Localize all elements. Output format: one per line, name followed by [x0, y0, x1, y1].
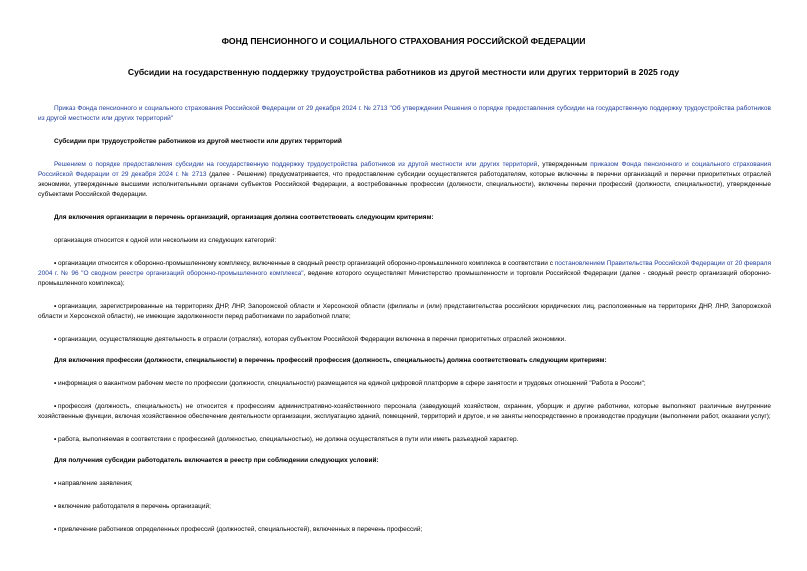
bullet-icon: • [54, 480, 57, 487]
bullet-icon: • [54, 380, 57, 387]
intro-text-1: , утвержденным [537, 161, 591, 168]
profession-criteria-item: • работа, выполняемая в соответствии с профессией (должностью, специальностью), не должна осуществляться в пути или иметь разъездной характер. [54, 436, 519, 443]
bullet-icon: • [54, 336, 57, 343]
bullet-icon: • [54, 436, 57, 443]
order-link[interactable]: Приказ Фонда пенсионного и социального страхования Российской Федерации от 29 декабря 2024 г. № 2713 "Об утверждении Решения о порядке предоставления субсидии на государственную поддержку трудоустройства работников из другой местности или других территорий" [38, 105, 771, 122]
section-heading: Субсидии при трудоустройстве работников из другой местности или других территорий [54, 138, 342, 145]
bullet-icon: • [54, 260, 57, 267]
organization-name: ФОНД ПЕНСИОННОГО И СОЦИАЛЬНОГО СТРАХОВАНИЯ РОССИЙСКОЙ ФЕДЕРАЦИИ [221, 36, 586, 46]
registry-condition-item: • включение работодателя в перечень организаций; [54, 503, 211, 510]
bullet-icon: • [54, 526, 57, 533]
bullet-icon: • [54, 403, 57, 410]
org-criteria-lead: организация относится к одной или нескольким из следующих категорий: [54, 237, 277, 244]
intro-paragraph [38, 160, 771, 200]
profession-criteria-heading: Для включения профессии (должности, специальности) в перечень профессий профессия (должность, специальность) должна соответствовать следующим критериям: [54, 357, 607, 364]
profession-criteria-item: • профессия (должность, специальность) не относится к профессиям административно-хозяйственного персонала (заведующий хозяйством, охранник, уборщик и другие работники, которые выполняют различные внутренние хозяйственные функции, включая хозяйственное обеспечение деятельности организации, эксплуатацию зданий, помещений, территорий и другое, и не заняты непосредственно в производстве продукции (выполнении работ, оказании услуг); [38, 403, 771, 420]
decree-link[interactable]: постановлением Правительства Российской Федерации от 20 февраля 2004 г. № 96 "О сводном реестре организаций оборонно-промышленного комплекса" [38, 260, 771, 277]
decision-link[interactable]: Решением о порядке предоставления субсидии на государственную поддержку трудоустройства работников из другой местности или других территорий [54, 161, 538, 168]
document-body [38, 104, 771, 535]
order-paragraph [38, 104, 771, 124]
registry-condition-item: • привлечение работников определенных профессий (должностей, специальностей), включенных в перечень профессий; [54, 526, 423, 533]
bullet-icon: • [54, 303, 57, 310]
document-title: Субсидии на государственную поддержку трудоустройства работников из другой местности или других территорий в 2025 году [127, 67, 680, 77]
org-criteria-item: • организации, осуществляющие деятельность в отрасли (отраслях), которая субъектом Российской Федерации включена в перечни приоритетных отраслей экономики. [54, 336, 567, 343]
profession-criteria-item: • информация о вакантном рабочем месте по профессии (должности, специальности) размещается на единой цифровой платформе в сфере занятости и трудовых отношений "Работа в России"; [54, 380, 646, 387]
org-criteria-heading: Для включения организации в перечень организаций, организация должна соответствовать следующим критериям: [54, 214, 434, 221]
registry-condition-item: • направление заявления; [54, 480, 133, 487]
registry-conditions-heading: Для получения субсидии работодатель включается в реестр при соблюдении следующих условий: [54, 457, 379, 464]
org-criteria-item: • организации, зарегистрированные на территориях ДНР, ЛНР, Запорожской области и Херсонской области (филиалы и (или) представительства российских юридических лиц, расположенные на территориях ДНР, ЛНР, Запорожской области и Херсонской области), не имеющие задолженности перед работниками по заработной плате; [38, 303, 771, 320]
order-ref-link[interactable]: приказом Фонда пенсионного и социального страхования Российской Федерации от 29 декабря 2024 г. № 2713 [38, 161, 771, 178]
org-criteria-item: • организации относится к оборонно-промышленному комплексу, включенные в сводный реестр организаций оборонно-промышленного комплекса в соответствии с постановлением Правительства Российской Федерации от 20 февраля 2004 г. № 96 "О сводном реестре организаций оборонно-промышленного комплекса", ведение которого осуществляет Министерство промышленности и торговли Российской Федерации (далее - сводный реестр организаций оборонно-промышленного комплекса); [38, 260, 771, 287]
intro-text-2: (далее - Решение) предусматривается, что предоставление субсидии осуществляется работодателям, которые включены в перечни организаций и перечни приоритетных отраслей экономики, утвержденные высшими исполнительными органами субъектов Российской Федерации, а востребованные профессии (должности, специальности), включены перечни профессий (должности, специальности), утвержденные субъектами Российской Федерации. [38, 171, 771, 198]
bullet-icon: • [54, 503, 57, 510]
